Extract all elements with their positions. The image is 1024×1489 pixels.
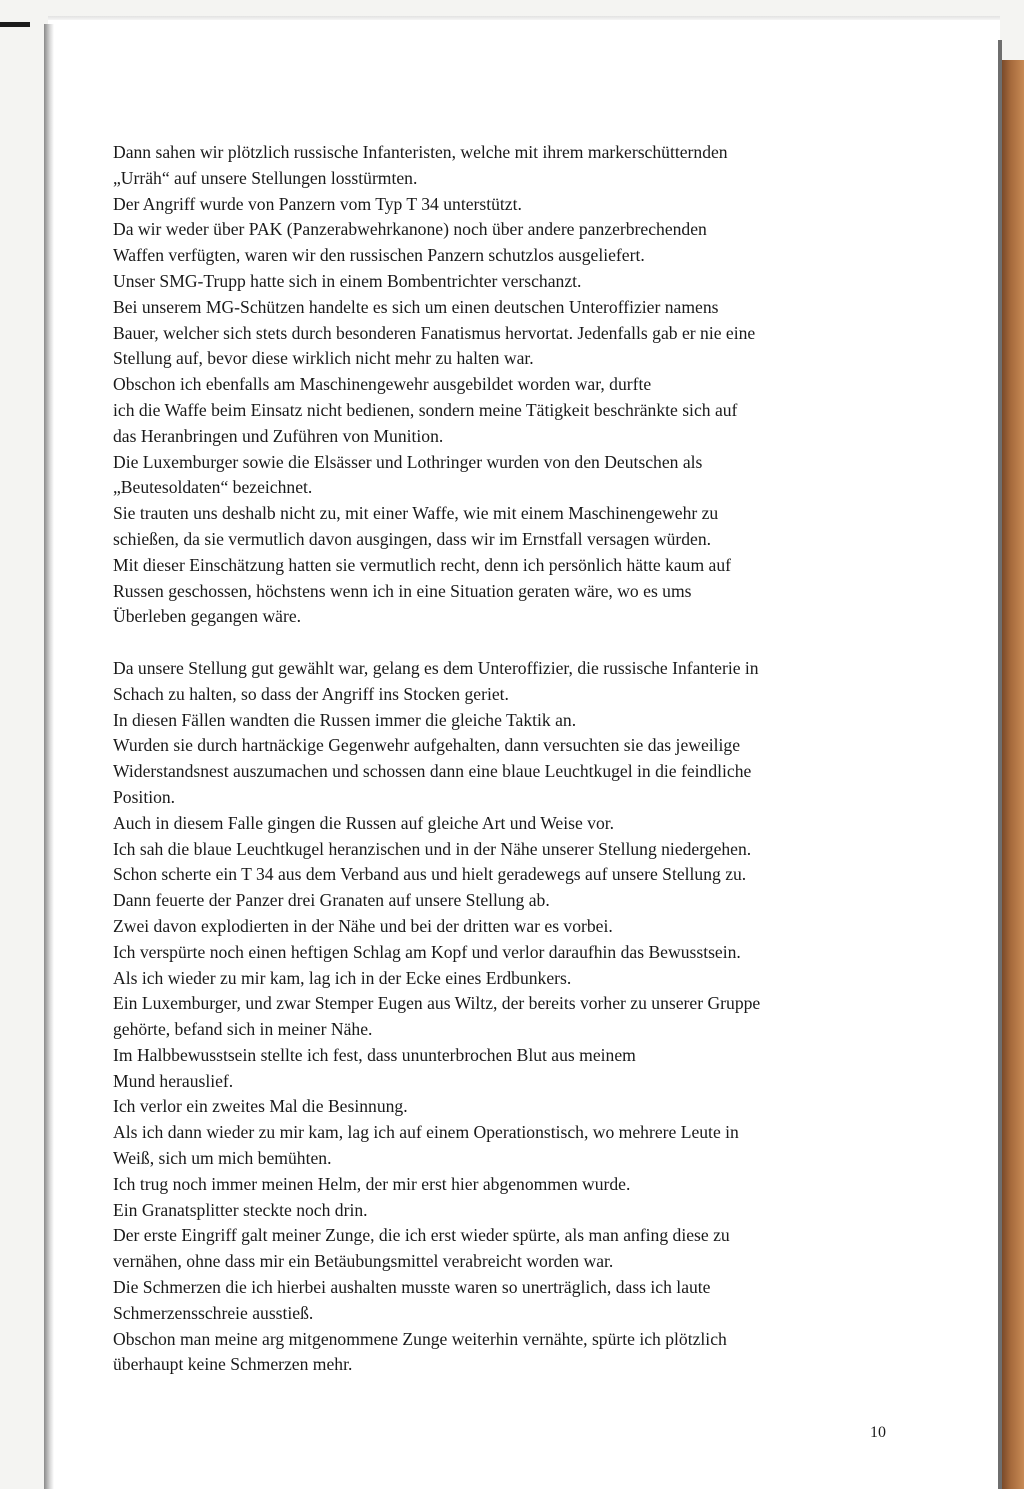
text-line: Ich verspürte noch einen heftigen Schlag am Kopf und verlor daraufhin das Bewusstsein. bbox=[113, 941, 741, 962]
text-line: In diesen Fällen wandten die Russen immer die gleiche Taktik an. bbox=[113, 709, 577, 730]
text-line: Bei unserem MG-Schützen handelte es sich um einen deutschen Unteroffizier namens bbox=[113, 296, 719, 317]
text-line: Schach zu halten, so dass der Angriff ins Stocken geriet. bbox=[113, 683, 509, 704]
text-line: Obschon man meine arg mitgenommene Zunge weiterhin vernähte, spürte ich plötzlich bbox=[113, 1328, 727, 1349]
text-line: Der erste Eingriff galt meiner Zunge, die ich erst wieder spürte, als man anfing diese zu bbox=[113, 1225, 730, 1246]
text-line: Dann feuerte der Panzer drei Granaten auf unsere Stellung ab. bbox=[113, 890, 550, 911]
text-line: Bauer, welcher sich stets durch besonderen Fanatismus hervortat. Jedenfalls gab er nie eine bbox=[113, 322, 756, 343]
text-line: Stellung auf, bevor diese wirklich nicht mehr zu halten war. bbox=[113, 348, 534, 369]
text-line: Der Angriff wurde von Panzern vom Typ T 34 unterstützt. bbox=[113, 193, 522, 214]
text-line: Unser SMG-Trupp hatte sich in einem Bombentrichter verschanzt. bbox=[113, 270, 582, 291]
text-line: das Heranbringen und Zuführen von Munition. bbox=[113, 425, 444, 446]
text-line: „Urräh“ auf unsere Stellungen losstürmten. bbox=[113, 167, 418, 188]
text-line: Mit dieser Einschätzung hatten sie vermutlich recht, denn ich persönlich hätte kaum auf bbox=[113, 554, 732, 575]
text-line: Die Schmerzen die ich hierbei aushalten musste waren so unerträglich, dass ich laute bbox=[113, 1277, 711, 1298]
text-line: Ein Luxemburger, und zwar Stemper Eugen aus Wiltz, der bereits vorher zu unserer Gruppe bbox=[113, 993, 761, 1014]
text-line: Obschon ich ebenfalls am Maschinengewehr ausgebildet worden war, durfte bbox=[113, 374, 652, 395]
text-line: überhaupt keine Schmerzen mehr. bbox=[113, 1354, 353, 1375]
text-line: Im Halbbewusstsein stellte ich fest, dass ununterbrochen Blut aus meinem bbox=[113, 1044, 636, 1065]
text-line: Da unsere Stellung gut gewählt war, gelang es dem Unteroffizier, die russische Infanterie in bbox=[113, 657, 759, 678]
text-line: Die Luxemburger sowie die Elsässer und Lothringer wurden von den Deutschen als bbox=[113, 451, 703, 472]
text-line: Ein Granatsplitter steckte noch drin. bbox=[113, 1199, 368, 1220]
text-line: Ich sah die blaue Leuchtkugel heranzischen und in der Nähe unserer Stellung niedergehen. bbox=[113, 838, 752, 859]
text-line: Waffen verfügten, waren wir den russischen Panzern schutzlos ausgeliefert. bbox=[113, 245, 645, 266]
text-line: ich die Waffe beim Einsatz nicht bedienen, sondern meine Tätigkeit beschränkte sich auf bbox=[113, 399, 738, 420]
text-line: Als ich dann wieder zu mir kam, lag ich auf einem Operationstisch, wo mehrere Leute in bbox=[113, 1122, 739, 1143]
scan-corner-mark bbox=[0, 22, 30, 27]
text-line: Weiß, sich um mich bemühten. bbox=[113, 1148, 332, 1169]
text-line: Ich trug noch immer meinen Helm, der mir erst hier abgenommen wurde. bbox=[113, 1173, 631, 1194]
text-line: gehörte, befand sich in meiner Nähe. bbox=[113, 1019, 373, 1040]
text-line: Russen geschossen, höchstens wenn ich in eine Situation geraten wäre, wo es ums bbox=[113, 580, 692, 601]
paragraph-gap bbox=[113, 630, 913, 656]
text-line: vernähen, ohne dass mir ein Betäubungsmittel verabreicht worden war. bbox=[113, 1251, 614, 1272]
binding-shadow bbox=[44, 24, 54, 1489]
text-line: Ich verlor ein zweites Mal die Besinnung. bbox=[113, 1096, 408, 1117]
text-line: Zwei davon explodierten in der Nähe und bei der dritten war es vorbei. bbox=[113, 915, 613, 936]
text-line: Als ich wieder zu mir kam, lag ich in der Ecke eines Erdbunkers. bbox=[113, 967, 572, 988]
text-line: Widerstandsnest auszumachen und schossen dann eine blaue Leuchtkugel in die feindliche bbox=[113, 761, 752, 782]
body-text bbox=[113, 140, 913, 1378]
text-line: Dann sahen wir plötzlich russische Infanteristen, welche mit ihrem markerschütternden bbox=[113, 142, 728, 162]
page-number: 10 bbox=[870, 1424, 886, 1441]
text-line: „Beutesoldaten“ bezeichnet. bbox=[113, 477, 313, 498]
text-line: Position. bbox=[113, 786, 176, 807]
text-line: Schon scherte ein T 34 aus dem Verband aus und hielt geradewegs auf unsere Stellung zu. bbox=[113, 864, 747, 885]
text-line: schießen, da sie vermutlich davon ausgingen, dass wir im Ernstfall versagen würden. bbox=[113, 528, 712, 549]
text-line: Überleben gegangen wäre. bbox=[113, 606, 302, 627]
text-line: Schmerzensschreie ausstieß. bbox=[113, 1302, 314, 1323]
text-line: Da wir weder über PAK (Panzerabwehrkanone) noch über andere panzerbrechenden bbox=[113, 219, 707, 240]
text-line: Mund herauslief. bbox=[113, 1070, 234, 1091]
text-line: Auch in diesem Falle gingen die Russen auf gleiche Art und Weise vor. bbox=[113, 812, 615, 833]
text-line: Wurden sie durch hartnäckige Gegenwehr aufgehalten, dann versuchten sie das jeweilige bbox=[113, 735, 741, 756]
text-line: Sie trauten uns deshalb nicht zu, mit einer Waffe, wie mit einem Maschinengewehr zu bbox=[113, 503, 719, 524]
book-cover-edge bbox=[1002, 60, 1024, 1489]
